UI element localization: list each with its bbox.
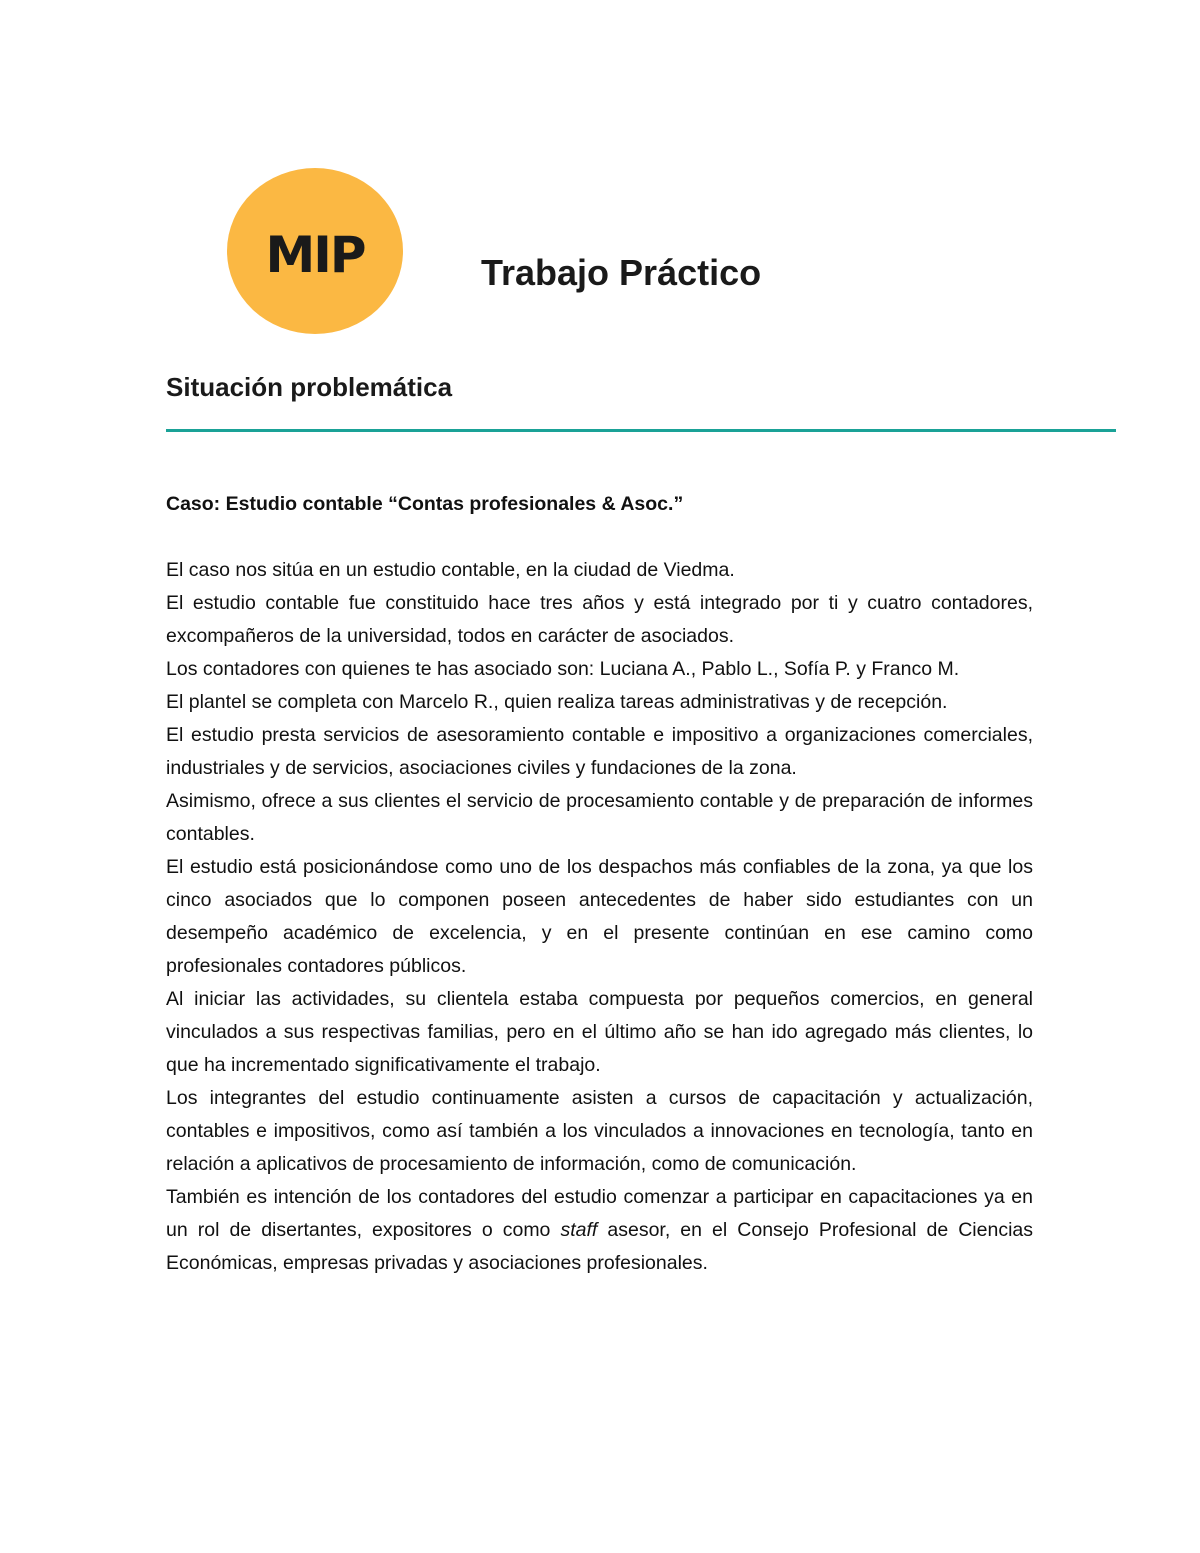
case-paragraph: Los integrantes del estudio continuamente asisten a cursos de capacitación y actualización, contables e impositivos, como así también a los vinculados a innovaciones en tecnología, tanto en relación a aplicativos de procesamiento de información, como de comunicación. <box>166 1087 1033 1175</box>
last-paragraph-emphasis: staff <box>560 1219 598 1241</box>
case-paragraph: El caso nos sitúa en un estudio contable, en la ciudad de Viedma. <box>166 559 735 581</box>
case-paragraph: El plantel se completa con Marcelo R., quien realiza tareas administrativas y de recepción. <box>166 691 948 713</box>
section-title: Situación problemática <box>166 372 453 402</box>
mip-logo <box>227 168 403 334</box>
case-paragraph: El estudio está posicionándose como uno de los despachos más confiables de la zona, ya que los cinco asociados que lo componen poseen antecedentes de haber sido estudiantes con un desempeño académico de excelencia, y en el presente continúan en ese camino como profesionales contadores públicos. <box>166 856 1033 977</box>
logo-text: MIP <box>265 226 365 284</box>
document-title: Trabajo Práctico <box>481 252 762 293</box>
case-paragraph: El estudio contable fue constituido hace tres años y está integrado por ti y cuatro contadores, excompañeros de la universidad, todos en carácter de asociados. <box>166 592 1033 647</box>
case-paragraph: El estudio presta servicios de asesoramiento contable e impositivo a organizaciones comerciales, industriales y de servicios, asociaciones civiles y fundaciones de la zona. <box>166 724 1033 779</box>
last-paragraph-start: También es intención de los contadores del estudio comenzar a participar en capacitaciones ya en un rol de disertantes, expositores o como <box>166 1186 1033 1241</box>
section-divider <box>166 429 1116 432</box>
case-paragraph-last <box>166 1181 1033 1280</box>
last-paragraph-end: asesor, en el Consejo Profesional de Ciencias Económicas, empresas privadas y asociaciones profesionales. <box>166 1219 1033 1274</box>
case-title: Caso: Estudio contable “Contas profesionales & Asoc.” <box>166 493 684 515</box>
case-paragraph: Asimismo, ofrece a sus clientes el servicio de procesamiento contable y de preparación de informes contables. <box>166 790 1033 845</box>
case-paragraph: Al iniciar las actividades, su clientela estaba compuesta por pequeños comercios, en general vinculados a sus respectivas familias, pero en el último año se han ido agregado más clientes, lo que ha incrementado significativamente el trabajo. <box>166 988 1033 1076</box>
case-content <box>166 488 1033 1280</box>
case-paragraph: Los contadores con quienes te has asociado son: Luciana A., Pablo L., Sofía P. y Franco M. <box>166 658 960 680</box>
